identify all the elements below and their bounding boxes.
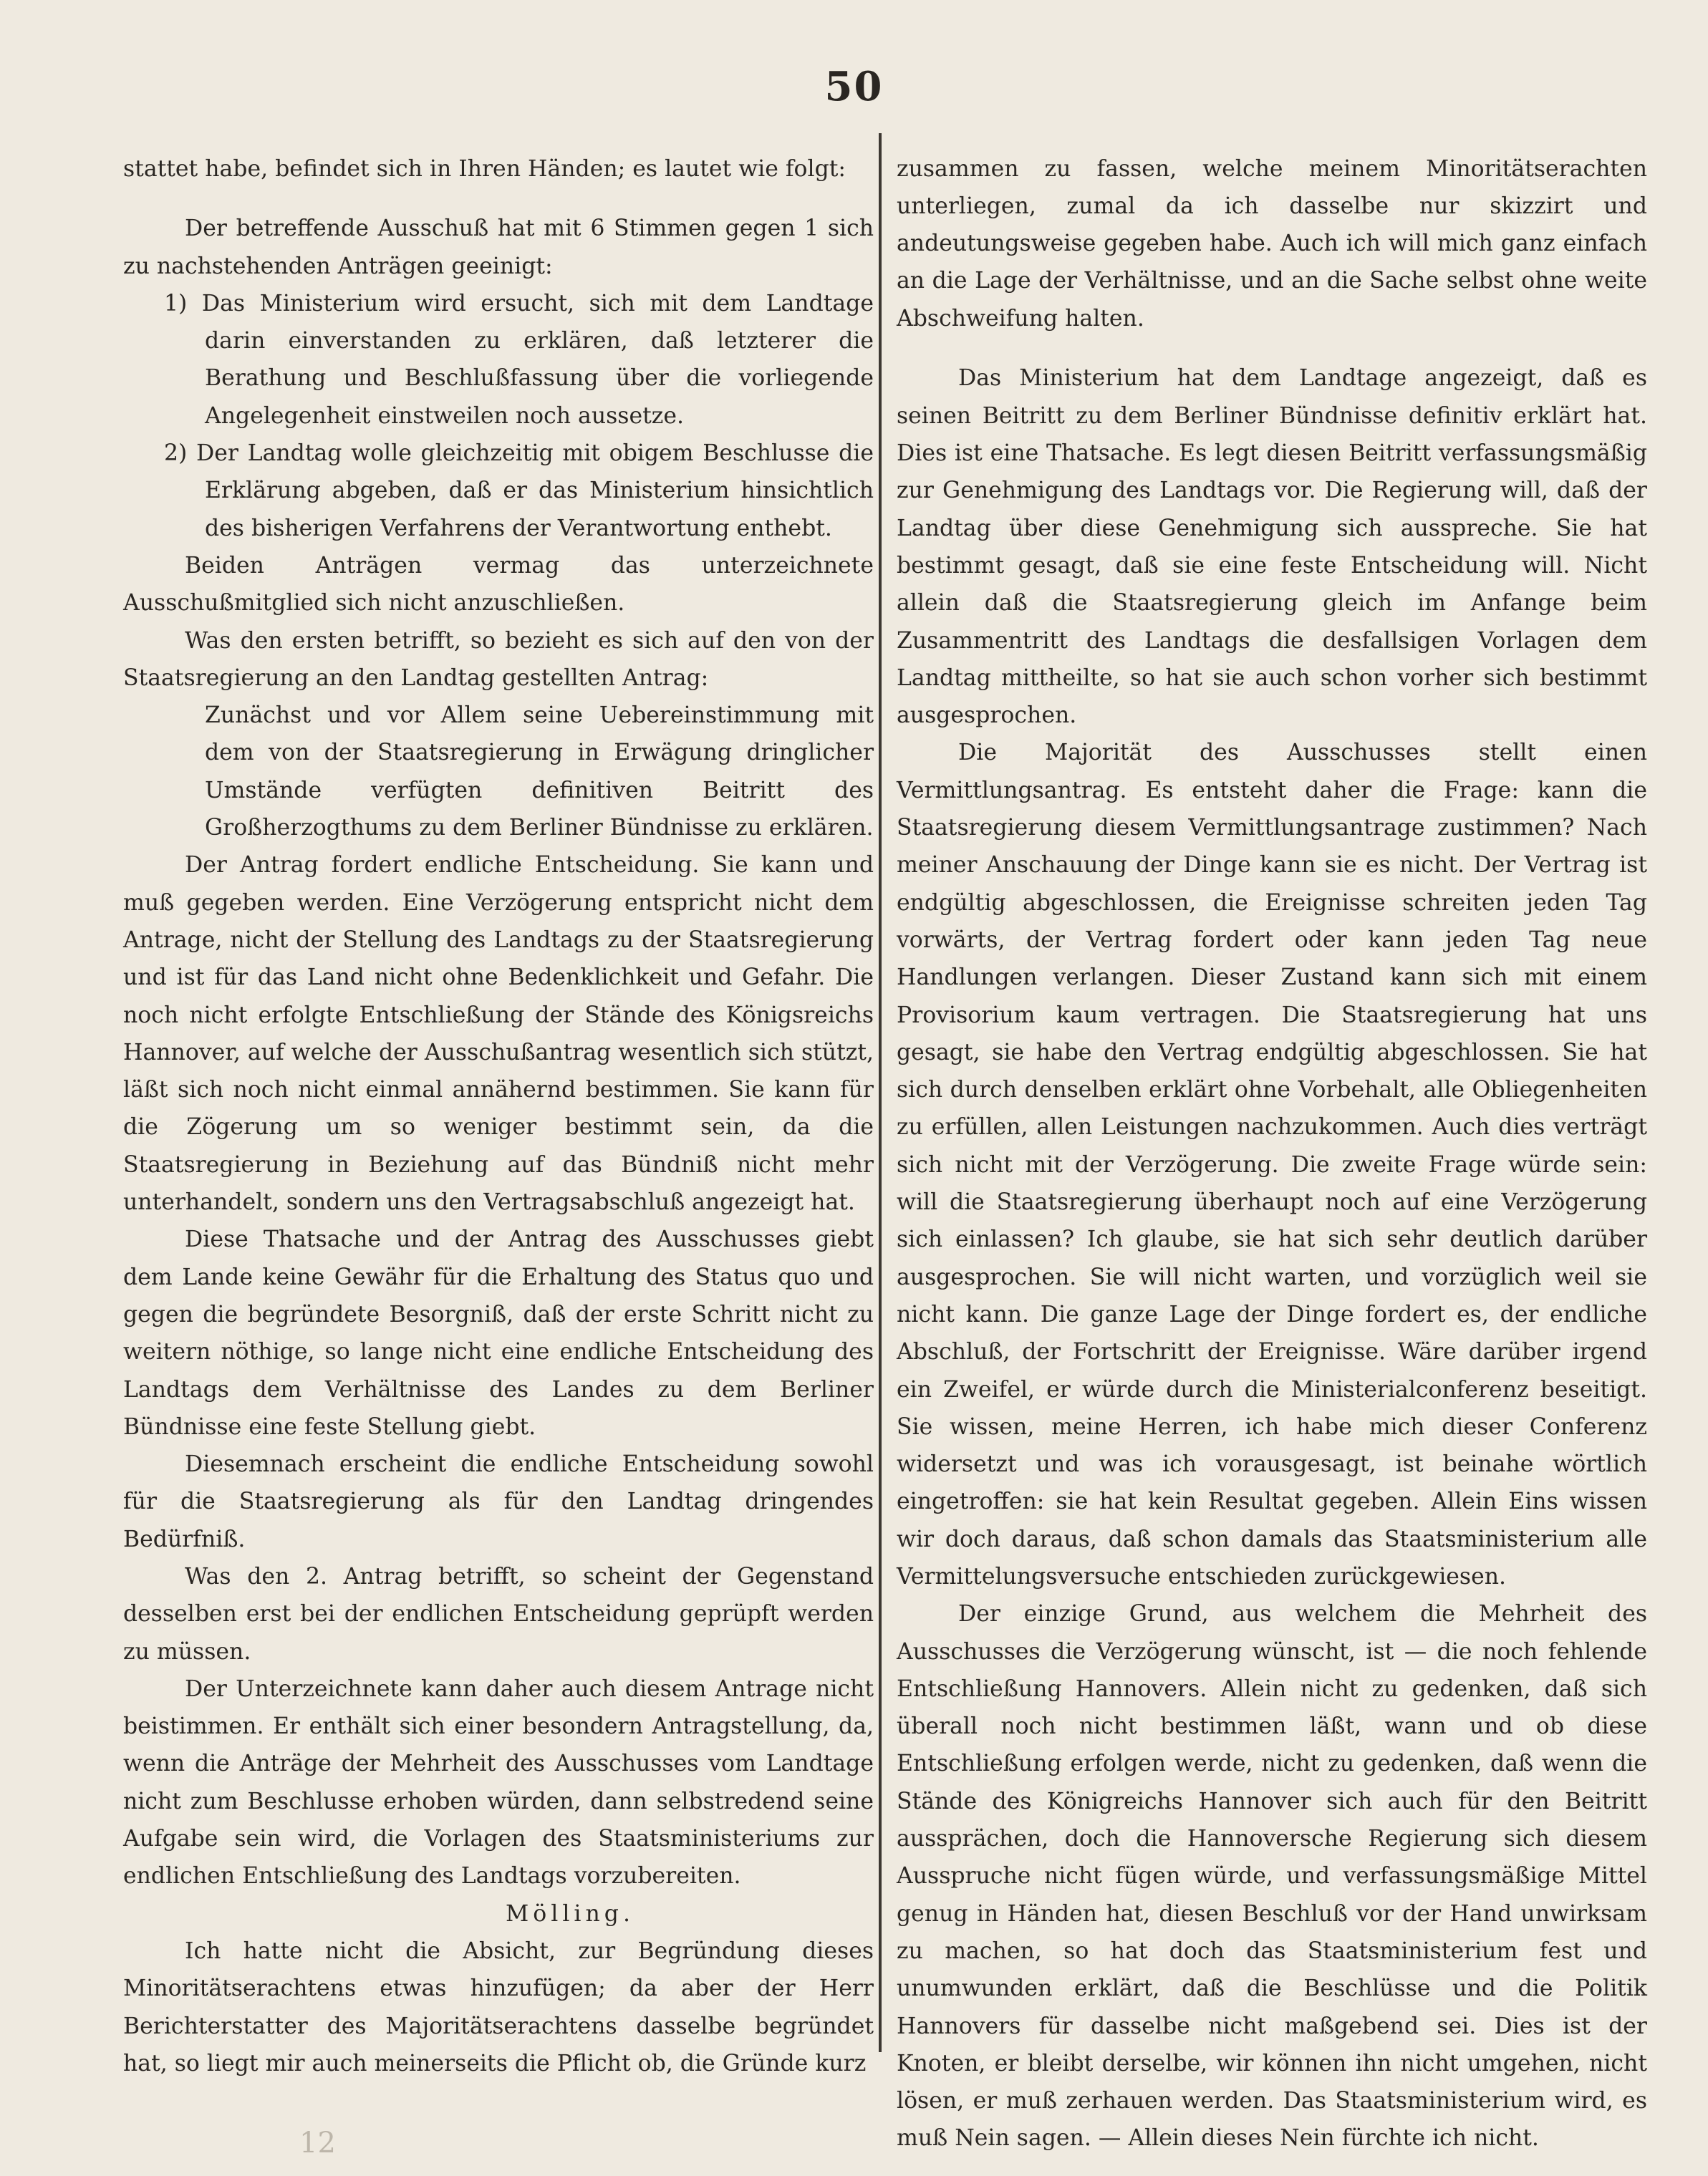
left-column (123, 127, 874, 2076)
paragraph: Der Antrag fordert endliche Entscheidung. Sie kann und muß gegeben werden. Eine Verzögerung entspricht nicht dem Antrage, nicht der Stellung des Landtags zu der Staatsregierung und ist für das Land nicht ohne Bedenklichkeit und Gefahr. Die noch nicht erfolgte Entschließung der Stände des Königsreichs Hannover, auf welche der Ausschußantrag wesentlich sich stützt, läßt sich noch nicht einmal annähernd bestimmen. Sie kann für die Zögerung um so weniger bestimmt sein, da die Staatsregierung in Beziehung auf das Bündniß nicht mehr unterhandelt, sondern uns den Vertragsabschluß angezeigt hat. (123, 852, 874, 1216)
paragraph: Die Majorität des Ausschusses stellt einen Vermittlungsantrag. Es entsteht daher die Frage: kann die Staatsregierung diesem Vermittlungsantrage zustimmen? Nach meiner Anschauung der Dinge kann sie es nicht. Der Vertrag ist endgültig abgeschlossen, die Ereignisse schreiten jeden Tag vorwärts, der Vertrag fordert oder kann jeden Tag neue Handlungen verlangen. Dieser Zustand kann sich mit einem Provisorium kaum vertragen. Die Staatsregierung hat uns gesagt, sie habe den Vertrag endgültig abgeschlossen. Sie hat sich durch denselben erklärt ohne Vorbehalt, alle Obliegenheiten zu erfüllen, allen Leistungen nachzukommen. Auch dies verträgt sich nicht mit der Verzögerung. Die zweite Frage würde sein: will die Staatsregierung überhaupt noch auf eine Verzögerung sich einlassen? Ich glaube, sie hat sich sehr deutlich darüber ausgesprochen. Sie will nicht warten, und vorzüglich weil sie nicht kann. Die ganze Lage der Dinge fordert es, der endliche Abschluß, der Fortschritt der Ereignisse. Wäre darüber irgend ein Zweifel, er würde durch die Ministerialconferenz beseitigt. Sie wissen, meine Herren, ich habe mich dieser Conferenz widersetzt und was ich vorausgesagt, ist beinahe wörtlich eingetroffen: sie hat kein Resultat gegeben. Allein Eins wissen wir doch daraus, daß schon damals das Staatsministerium alle Vermittelungsversuche entschieden zurückgewiesen. (897, 740, 1647, 1590)
signature: Mölling. (506, 1900, 635, 1927)
bleed-through-mark: 12 (299, 2127, 336, 2160)
paragraph: Der betreffende Ausschuß hat mit 6 Stimmen gegen 1 sich zu nachstehenden Anträgen geeinigt: (123, 216, 874, 279)
numbered-item: 2) Der Landtag wolle gleichzeitig mit obigem Beschlusse die Erklärung abgeben, daß er das Ministerium hinsichtlich des bisherigen Verfahrens der Verantwortung enthebt. (164, 440, 874, 541)
paragraph: Der einzige Grund, aus welchem die Mehrheit des Ausschusses die Verzögerung wünscht, ist — die noch fehlende Entschließung Hannovers. Allein nicht zu gedenken, daß sich überall noch nicht bestimmen läßt, wann und ob diese Entschließung erfolgen werde, nicht zu gedenken, daß wenn die Stände des Königreichs Hannover sich auch für den Beitritt aussprächen, doch die Hannoversche Regierung sich diesem Ausspruche nicht fügen würde, und verfassungsmäßige Mittel genug in Händen hat, diesen Beschluß vor der Hand unwirksam zu machen, so hat doch das Staatsministerium fest und unumwunden erklärt, daß die Beschlüsse und die Politik Hannovers für dasselbe nicht maßgebend sei. Dies ist der Knoten, er bleibt derselbe, wir können ihn nicht umgehen, nicht lösen, er muß zerhauen werden. Das Staatsministerium wird, es muß Nein sagen. — Allein dieses Nein fürchte ich nicht. (897, 1601, 1647, 2152)
column-divider (879, 133, 882, 2052)
paragraph: Diese Thatsache und der Antrag des Ausschusses giebt dem Lande keine Gewähr für die Erhaltung des Status quo und gegen die begründete Besorgniß, daß der erste Schritt nicht zu weitern nöthige, so lange nicht eine endliche Entscheidung des Landtags dem Verhältnisse des Landes zu dem Berliner Bündnisse eine feste Stellung giebt. (123, 1227, 874, 1440)
paragraph: Was den 2. Antrag betrifft, so scheint der Gegenstand desselben erst bei der endlichen Entscheidung geprüpft werden zu müssen. (123, 1563, 874, 1665)
page-number: 50 (824, 63, 884, 110)
paragraph: zusammen zu fassen, welche meinem Minoritätserachten unterliegen, zumal da ich dasselbe nur skizzirt und andeutungsweise gegeben habe. Auch ich will mich ganz einfach an die Lage der Verhältnisse, und an die Sache selbst ohne weite Abschweifung halten. (897, 155, 1647, 332)
paragraph: Diesemnach erscheint die endliche Entscheidung sowohl für die Staatsregierung als für den Landtag dringendes Bedürfniß. (123, 1451, 874, 1552)
paragraph: stattet habe, befindet sich in Ihren Händen; es lautet wie folgt: (123, 155, 846, 182)
paragraph: Was den ersten betrifft, so bezieht es sich auf den von der Staatsregierung an den Landtag gestellten Antrag: (123, 627, 874, 691)
paragraph: Ich hatte nicht die Absicht, zur Begründung dieses Minoritätserachtens etwas hinzufügen; da aber der Herr Berichterstatter des Majoritätserachtens dasselbe begründet hat, so liegt mir auch meinerseits die Pflicht ob, die Gründe kurz (123, 1938, 874, 2076)
numbered-item: 1) Das Ministerium wird ersucht, sich mit dem Landtage darin einverstanden zu erklären, daß letzterer die Berathung und Beschlußfassung über die vorliegende Angelegenheit einstweilen noch aussetze. (164, 290, 874, 429)
paragraph: Das Ministerium hat dem Landtage angezeigt, daß es seinen Beitritt zu dem Berliner Bündnisse definitiv erklärt hat. Dies ist eine Thatsache. Es legt diesen Beitritt verfassungsmäßig zur Genehmigung des Landtags vor. Die Regierung will, daß der Landtag über diese Genehmigung sich ausspreche. Sie hat bestimmt gesagt, daß sie eine feste Entscheidung will. Nicht allein daß die Staatsregierung gleich im Anfange beim Zusammentritt des Landtags die desfallsigen Vorlagen dem Landtag mittheilte, so hat sie auch schon vorher sich bestimmt ausgesprochen. (897, 365, 1647, 729)
right-column (897, 127, 1647, 2152)
paragraph: Der Unterzeichnete kann daher auch diesem Antrage nicht beistimmen. Er enthält sich einer besondern Antragstellung, da, wenn die Anträge der Mehrheit des Ausschusses vom Landtage nicht zum Beschlusse erhoben würden, dann selbstredend seine Aufgabe sein wird, die Vorlagen des Staatsministeriums zur endlichen Entschließung des Landtags vorzubereiten. (123, 1675, 874, 1890)
paragraph: Zunächst und vor Allem seine Uebereinstimmung mit dem von der Staatsregierung in Erwägung dringlicher Umstände verfügten definitiven Beitritt des Großherzogthums zu dem Berliner Bündnisse zu erklären. (205, 702, 874, 841)
paragraph: Beiden Anträgen vermag das unterzeichnete Ausschußmitglied sich nicht anzuschließen. (123, 552, 874, 616)
